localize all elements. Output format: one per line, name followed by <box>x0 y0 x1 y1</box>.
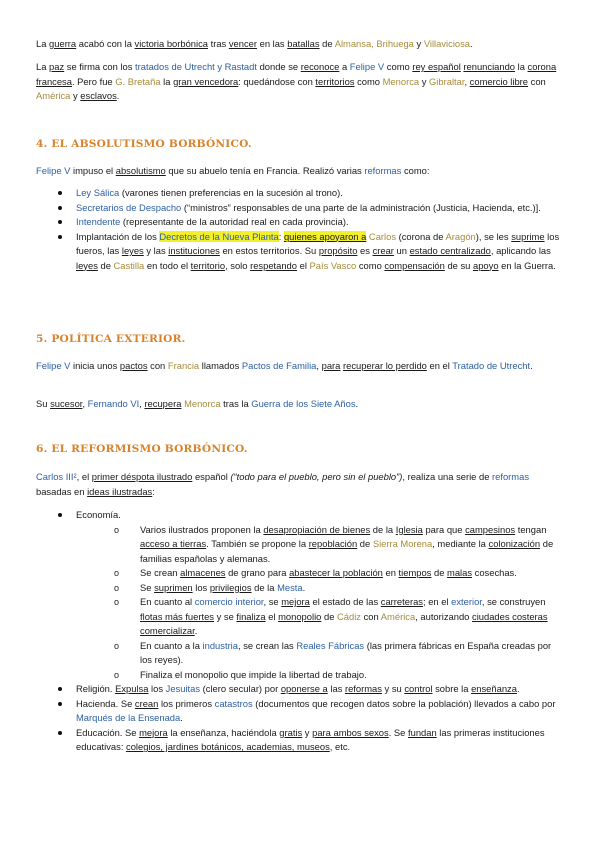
list-item <box>56 186 564 201</box>
text-run: (las primera fábricas en España creadas por los reyes). <box>140 639 552 665</box>
text-run: Menorca <box>184 398 221 409</box>
text-run: como <box>354 75 383 87</box>
text-run: tratados de Utrecht y Rastadt <box>135 61 257 72</box>
text-run: Se <box>140 581 155 593</box>
text-run: y se <box>214 610 237 622</box>
text-run: Francia <box>167 360 200 371</box>
text-run: En cuanto a la <box>140 639 203 651</box>
text-run: leyes <box>121 245 144 256</box>
list-item-hacienda <box>56 697 564 726</box>
text-run: de <box>97 259 114 271</box>
text-run: tiempos <box>398 567 432 578</box>
text-run: América <box>380 610 416 622</box>
text-run: el estado de las <box>309 596 381 607</box>
section-5-paragraph-successor <box>36 397 564 412</box>
text-run: enseñanza <box>471 683 517 694</box>
text-run: . Pero fue <box>71 75 116 87</box>
text-run: mejora <box>139 726 168 738</box>
text-run: Secretarios de Despacho <box>76 201 182 213</box>
text-run: la enseñanza, haciéndola <box>167 726 280 738</box>
text-run: Marqués de la Ensenada <box>76 712 181 723</box>
text-run: Reales Fábricas <box>296 639 365 651</box>
text-run: las <box>327 683 345 694</box>
text-run: sobre la <box>432 683 472 694</box>
text-run: tengan <box>515 523 547 535</box>
text-run: guerra <box>49 38 77 49</box>
text-run: en todo el <box>144 259 191 271</box>
text-run: (varones tienen preferencias en la sucesión al trono). <box>119 187 343 198</box>
text-run: estado centralizado <box>409 245 491 256</box>
text-run: a <box>339 61 350 72</box>
text-run: . <box>516 683 520 694</box>
text-run: crear <box>372 245 394 256</box>
text-run: catastros <box>214 697 253 709</box>
text-run: . Se <box>388 726 408 738</box>
text-run: con <box>528 75 546 87</box>
text-run: territorio <box>190 259 226 271</box>
text-run: . <box>116 90 120 101</box>
text-run: Felipe V <box>36 165 71 176</box>
text-run: y su <box>381 683 405 694</box>
text-run: La <box>36 61 50 72</box>
text-run: y <box>413 38 424 49</box>
text-run: colegios, jardines botánicos, academias, museos <box>126 741 330 752</box>
text-run: , etc. <box>329 741 351 752</box>
text-run: , realiza una serie de <box>402 471 493 482</box>
text-run: carreteras <box>380 596 423 607</box>
text-run: , solo <box>225 259 251 271</box>
list-item-educacion <box>56 726 564 755</box>
text-run: acceso a tierras <box>140 538 207 549</box>
text-run: con <box>360 610 381 622</box>
text-run: reformas <box>344 683 382 694</box>
text-run: donde se <box>256 61 301 72</box>
text-run: suprimen <box>154 581 193 593</box>
list-item <box>56 201 564 216</box>
list-item <box>56 215 564 230</box>
text-run: Carlos <box>368 230 397 242</box>
text-run: malas <box>447 567 473 578</box>
text-run: renunciando <box>463 61 516 72</box>
text-run: monopolio <box>278 610 322 622</box>
text-run: español <box>192 471 231 482</box>
text-run: los primeros <box>158 697 215 709</box>
text-run: territorios <box>315 75 355 87</box>
text-run: Guerra de los Siete Años <box>251 398 356 409</box>
text-run: privilegios <box>209 581 252 593</box>
text-run: recuperar lo perdido <box>342 360 427 371</box>
text-run: como <box>384 61 413 72</box>
text-run: la <box>160 75 174 87</box>
text-run: Religión. <box>76 683 116 694</box>
text-run: vencer <box>228 38 257 49</box>
text-run: . <box>470 38 473 49</box>
text-run: batallas <box>287 38 320 49</box>
text-run: Felipe V <box>36 360 71 371</box>
text-run: reformas <box>364 165 402 176</box>
text-run: los <box>192 581 210 593</box>
text-run: Gibraltar <box>429 75 465 87</box>
text-run: . <box>302 581 306 593</box>
text-run: Aragón <box>445 230 476 242</box>
text-run: Mesta <box>277 581 303 593</box>
text-run: sucesor <box>50 398 83 409</box>
list-item-economia <box>56 508 564 682</box>
list-item-religion <box>56 682 564 697</box>
text-run: Felipe V <box>349 61 385 72</box>
text-run: quienes apoyaron a <box>283 230 367 242</box>
text-run: las primeras instituciones educativas: <box>76 726 545 752</box>
text-run: leyes <box>76 259 98 271</box>
text-run: campesinos <box>465 523 516 535</box>
text-run: Villaviciosa <box>423 38 471 49</box>
text-run: , autorizando <box>415 610 472 622</box>
text-run: que su abuelo tenía en Francia. Realizó varias <box>165 165 365 176</box>
text-run: Almansa, Brihuega <box>334 38 414 49</box>
text-run: compensación <box>384 259 445 271</box>
text-run: crean <box>134 697 159 709</box>
section-6-title: 6. EL REFORMISMO BORBÓNICO. <box>36 443 248 455</box>
text-run: mejora <box>281 596 310 607</box>
text-run: de familias españolas y alemanas. <box>140 538 554 564</box>
sub-list-item <box>114 566 564 581</box>
text-run: recupera <box>144 398 182 409</box>
text-run: En cuanto al <box>140 596 195 607</box>
intro-paragraph-peace <box>36 60 564 104</box>
text-run: (documentos que recogen datos sobre la población) llevados a cabo por <box>252 697 556 709</box>
text-run: Educación. Se <box>76 726 140 738</box>
text-run: Su <box>36 398 51 409</box>
text-run: La <box>36 38 50 49</box>
text-run: abastecer la población <box>289 567 383 578</box>
intro-paragraph-war <box>36 37 564 52</box>
economia-sublist <box>76 523 564 683</box>
text-run: impuso el <box>70 165 116 176</box>
text-run: para ambos sexos <box>312 726 389 738</box>
text-run: un <box>393 245 410 256</box>
text-run: , el <box>76 471 92 482</box>
text-run: de su <box>444 259 473 271</box>
text-run: , <box>82 398 88 409</box>
text-run: , aplicando las <box>490 245 551 256</box>
text-run: Menorca <box>382 75 420 87</box>
text-run: y las <box>143 245 169 256</box>
text-run: en las <box>257 38 288 49</box>
text-run: ; en el <box>422 596 452 607</box>
text-run: País Vasco <box>309 259 357 271</box>
text-run: de <box>431 567 448 578</box>
text-run: , se crean las <box>237 639 297 651</box>
text-run: : <box>278 230 284 242</box>
text-run: Finaliza el monopolio que impide la libertad de trabajo. <box>140 668 367 680</box>
text-run: ), se les <box>475 230 512 242</box>
text-run: : <box>152 485 155 497</box>
text-run: de <box>357 538 373 549</box>
text-run: desapropiación de bienes <box>263 523 371 535</box>
text-run: : quedándose con <box>238 75 316 87</box>
sub-list-item <box>114 668 564 683</box>
text-run: . <box>355 398 359 409</box>
text-run: Hacienda. Se <box>76 697 135 709</box>
text-run: reformas <box>492 471 530 482</box>
text-run: tras <box>208 38 229 49</box>
text-run: pactos <box>119 360 148 371</box>
text-run: acabó con la <box>76 38 135 49</box>
text-run: Expulsa <box>115 683 149 694</box>
section-5-title: 5. POLÍTICA EXTERIOR. <box>36 333 186 345</box>
text-run: para que <box>422 523 466 535</box>
text-run: y <box>302 726 313 738</box>
text-run: ² <box>73 471 77 482</box>
text-run: Jesuitas <box>165 683 201 694</box>
text-run: gratis <box>279 726 303 738</box>
text-run: en estos territorios. Su <box>219 245 319 256</box>
text-run: repoblación <box>308 538 358 549</box>
text-run: esclavos <box>80 90 117 101</box>
section-6-reform-list <box>56 508 564 755</box>
sub-list-item <box>114 639 564 668</box>
text-run: primer déspota ilustrado <box>91 471 193 482</box>
text-run: la <box>515 61 528 72</box>
list-item <box>56 230 564 274</box>
section-4-reform-list <box>56 186 564 273</box>
text-run: . <box>180 712 183 723</box>
text-run: (clero secular) por <box>200 683 281 694</box>
text-run: Se crean <box>140 567 181 578</box>
text-run: instituciones <box>168 245 220 256</box>
text-run: de grano para <box>225 567 290 578</box>
sub-list-item <box>114 581 564 596</box>
text-run: victoria borbónica <box>134 38 209 49</box>
text-run: como: <box>401 165 430 176</box>
text-run: ideas ilustradas <box>87 485 153 497</box>
text-run: de <box>321 610 338 622</box>
text-run: llamados <box>199 360 242 371</box>
section-5-paragraph-pacts <box>36 359 564 374</box>
text-run: el <box>297 259 310 271</box>
section-4-title: 4. EL ABSOLUTISMO BORBÓNICO. <box>36 138 252 150</box>
section-6-intro <box>36 470 564 499</box>
text-run: control <box>404 683 433 694</box>
text-run: , <box>316 360 322 371</box>
text-run: apoyo <box>473 259 499 271</box>
text-run: con <box>147 360 168 371</box>
text-run: de la <box>251 581 278 593</box>
sub-list-item <box>114 523 564 567</box>
text-run: . <box>194 625 198 636</box>
text-run: y <box>70 90 81 101</box>
text-run: comercio interior <box>194 596 264 607</box>
text-run: , se construyen <box>481 596 546 607</box>
text-run: exterior <box>451 596 482 607</box>
text-run: rey español <box>412 61 461 72</box>
text-run: como <box>356 259 385 271</box>
text-run: flotas más fuertes <box>140 610 214 622</box>
text-run: Sierra Morena <box>372 538 433 549</box>
text-run: suprime <box>511 230 545 242</box>
text-run: , mediante la <box>432 538 489 549</box>
text-run: (representante de la autoridad real en cada provincia). <box>120 216 349 227</box>
text-run: es <box>357 245 373 256</box>
text-run: Ley Sálica <box>76 187 120 198</box>
text-run: Decretos de la Nueva Planta <box>159 230 279 242</box>
text-run: Carlos III <box>36 471 74 482</box>
text-run: en <box>382 567 399 578</box>
text-run: finaliza <box>236 610 266 622</box>
text-run: (corona de <box>396 230 446 242</box>
text-run: reconoce <box>300 61 340 72</box>
text-run: absolutismo <box>115 165 166 176</box>
text-run: Intendente <box>76 216 121 227</box>
text-run: oponerse a <box>280 683 328 694</box>
text-run: comercio libre <box>469 75 529 87</box>
text-run: de <box>319 38 335 49</box>
text-run: América <box>36 90 71 101</box>
text-run: y <box>419 75 430 87</box>
text-run: corona francesa <box>36 61 557 87</box>
text-run: (“ministros” responsables de una parte de la administración (Justicia, Hacienda, etc.)]. <box>181 201 541 213</box>
text-run: Varios ilustrados proponen la <box>140 523 264 535</box>
text-run: (“todo para el pueblo, pero sin el pueblo”) <box>230 471 403 482</box>
text-run: . También se propone la <box>206 538 309 549</box>
text-run: . <box>530 360 533 371</box>
text-run: Tratado de Utrecht <box>452 360 531 371</box>
text-run: se firma con los <box>64 61 136 72</box>
text-run: paz <box>49 61 65 72</box>
text-run: , <box>464 75 470 87</box>
section-4-intro <box>36 164 564 179</box>
text-run: inicia unos <box>70 360 120 371</box>
text-run: cosechas. <box>472 567 517 578</box>
text-run: basadas en <box>36 485 88 497</box>
text-run: Pactos de Familia <box>241 360 317 371</box>
text-run: para <box>321 360 341 371</box>
text-run: los fueros, las <box>76 230 560 256</box>
text-run: Implantación de los <box>76 230 160 242</box>
sub-list-item <box>114 595 564 639</box>
text-run: Fernando VI <box>87 398 140 409</box>
text-run: colonización <box>488 538 541 549</box>
text-run: propósito <box>318 245 358 256</box>
text-run: respetando <box>250 259 297 271</box>
text-run: en el <box>426 360 453 371</box>
text-run: fundan <box>408 726 437 738</box>
text-run: Iglesia <box>395 523 423 535</box>
text-run: gran vencedora <box>173 75 239 87</box>
text-run: , <box>139 398 145 409</box>
text-run: tras la <box>220 398 252 409</box>
text-run: los <box>148 683 166 694</box>
text-run: G. Bretaña <box>115 75 161 87</box>
text-run: industria <box>202 639 238 651</box>
economia-label: Economía. <box>76 509 121 520</box>
text-run: el <box>265 610 279 622</box>
text-run: almacenes <box>180 567 226 578</box>
text-run: en la Guerra. <box>498 259 556 271</box>
text-run: de la <box>370 523 396 535</box>
text-run: , se <box>263 596 282 607</box>
text-run: ciudades costeras comercializar <box>140 610 548 636</box>
text-run: Cádiz <box>337 610 361 622</box>
text-run: Castilla <box>113 259 145 271</box>
